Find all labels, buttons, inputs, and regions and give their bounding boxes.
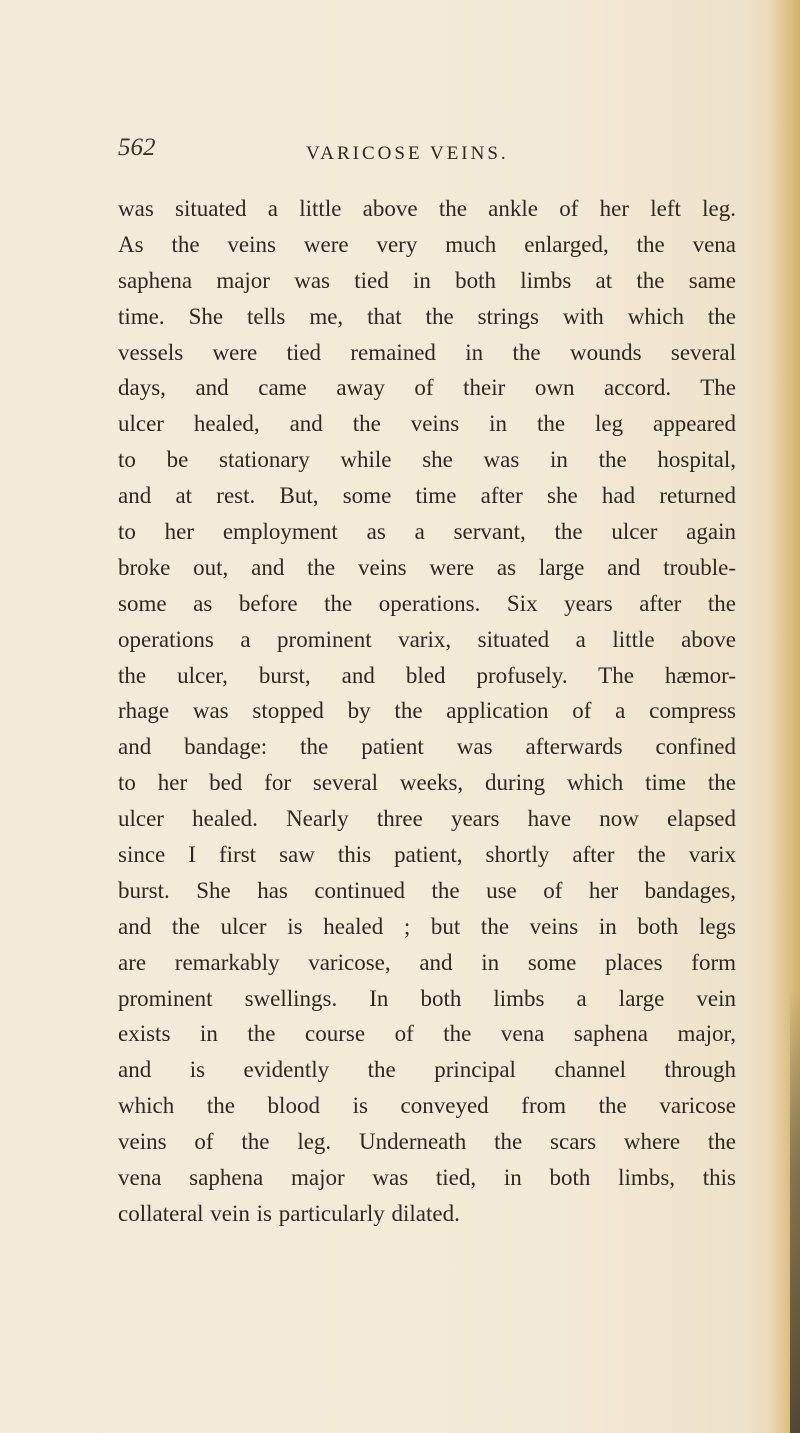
text-line: As the veins were very much enlarged, the vena	[118, 231, 736, 257]
text-line: exists in the course of the vena saphena major,	[118, 1021, 736, 1047]
text-line: which the blood is conveyed from the varicose	[118, 1093, 736, 1119]
page-header	[118, 134, 678, 170]
text-line: saphena major was tied in both limbs at the same	[118, 267, 736, 293]
text-line: vessels were tied remained in the wounds several	[118, 339, 736, 365]
body-text	[118, 191, 736, 1232]
text-line: the ulcer, burst, and bled profusely. The hæmor-	[118, 662, 736, 688]
text-line: are remarkably varicose, and in some places form	[118, 949, 736, 975]
text-line: was situated a little above the ankle of her left leg.	[118, 196, 736, 221]
text-line: broke out, and the veins were as large and trouble-	[118, 554, 736, 580]
text-line: time. She tells me, that the strings with which the	[118, 303, 736, 329]
running-head: VARICOSE VEINS.	[306, 143, 509, 164]
text-line: operations a prominent varix, situated a little above	[118, 626, 736, 652]
text-line: and is evidently the principal channel through	[118, 1057, 736, 1083]
text-line: rhage was stopped by the application of a compress	[118, 698, 736, 724]
text-line: and bandage: the patient was afterwards confined	[118, 734, 736, 760]
text-line: ulcer healed. Nearly three years have now elapsed	[118, 806, 736, 832]
text-line: and at rest. But, some time after she had returned	[118, 483, 736, 509]
text-line: some as before the operations. Six years after the	[118, 590, 736, 616]
text-line: to be stationary while she was in the hospital,	[118, 447, 736, 473]
text-line: days, and came away of their own accord. The	[118, 375, 736, 401]
text-line: veins of the leg. Underneath the scars where the	[118, 1129, 736, 1155]
text-line: to her bed for several weeks, during which time the	[118, 770, 736, 796]
text-line: and the ulcer is healed ; but the veins in both legs	[118, 913, 736, 939]
text-line: prominent swellings. In both limbs a large vein	[118, 985, 736, 1011]
text-line: ulcer healed, and the veins in the leg appeared	[118, 411, 736, 437]
page-edge-binding	[790, 990, 800, 1433]
page-number: 562	[118, 134, 156, 161]
text-line: burst. She has continued the use of her bandages,	[118, 877, 736, 903]
text-line: collateral vein is particularly dilated.	[118, 1200, 460, 1226]
text-line: vena saphena major was tied, in both limbs, this	[118, 1165, 736, 1191]
text-line: to her employment as a servant, the ulcer again	[118, 519, 736, 545]
text-line: since I first saw this patient, shortly after the varix	[118, 842, 736, 868]
